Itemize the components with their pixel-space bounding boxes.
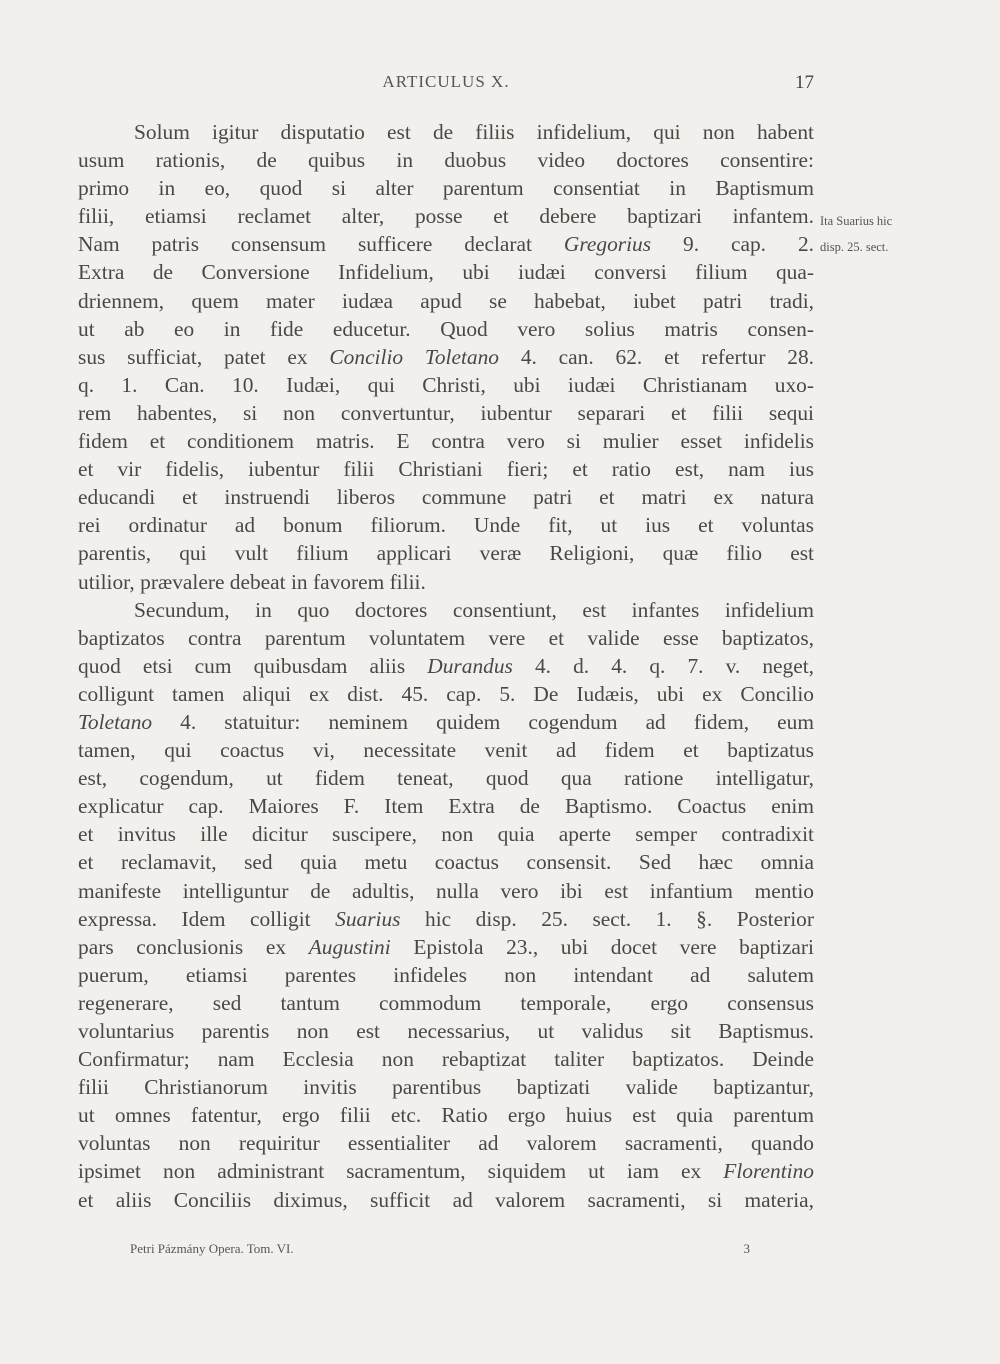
text-line: [78, 905, 814, 933]
text-line: colligunt tamen aliqui ex dist. 45. cap. 5. De Iudæis, ubi ex Concilio: [78, 681, 814, 706]
text-line: voluntas non requiritur essentialiter ad valorem sacramenti, quando: [78, 1131, 814, 1156]
italic-name: Florentino: [723, 1159, 814, 1184]
text-run: quod etsi cum quibusdam aliis: [78, 653, 428, 678]
text-line: et aliis Conciliis diximus, sufficit ad valorem sacramenti, si materia,: [78, 1187, 814, 1212]
text-line: utilior, prævalere debeat in favorem filii.: [78, 569, 426, 594]
text-line: driennem, quem mater iudæa apud se habebat, iubet patri tradi,: [78, 288, 814, 313]
italic-name: Concilio Toletano: [329, 344, 499, 369]
running-head: [78, 72, 814, 100]
text-line: et invitus ille dicitur suscipere, non quia aperte semper contradixit: [78, 822, 814, 847]
italic-name: Toletano: [78, 709, 153, 734]
text-line: rem habentes, si non convertuntur, iubentur separari et filii sequi: [78, 400, 814, 425]
text-line: [78, 933, 814, 961]
text-line: explicatur cap. Maiores F. Item Extra de Baptismo. Coactus enim: [78, 794, 814, 819]
margin-note: Ita Suarius hic: [820, 214, 893, 228]
text-line: parentis, qui vult filium applicari veræ Religioni, quæ filio est: [78, 541, 814, 566]
text-line: [78, 1157, 814, 1185]
italic-name: Augustini: [308, 934, 391, 959]
text-run: 4. d. 4. q. 7. v. neget,: [512, 653, 814, 678]
text-run: 9. cap. 2.: [651, 232, 814, 257]
text-line: puerum, etiamsi parentes infideles non intendant ad salutem: [78, 962, 814, 987]
text-line: Confirmatur; nam Ecclesia non rebaptizat taliter baptizatos. Deinde: [78, 1047, 814, 1072]
text-line: rei ordinatur ad bonum filiorum. Unde fit, ut ius et voluntas: [78, 513, 814, 538]
text-run: hic disp. 25. sect. 1. §. Posterior: [400, 906, 814, 931]
text-run: pars conclusionis ex: [78, 934, 309, 959]
page-number: 17: [795, 72, 814, 93]
text-run: Epistola 23., ubi docet vere baptizari: [390, 934, 814, 959]
text-line: regenerare, sed tantum commodum temporale, ergo consensus: [78, 990, 814, 1015]
text-line: Extra de Conversione Infidelium, ubi iudæi conversi filium qua-: [78, 260, 814, 285]
text-line: q. 1. Can. 10. Iudæi, qui Christi, ubi iudæi Christianam uxo-: [78, 372, 814, 397]
italic-name: Gregorius: [563, 232, 652, 257]
italic-name: Suarius: [335, 906, 401, 931]
text-line: fidem et conditionem matris. E contra vero si mulier esset infidelis: [78, 429, 814, 454]
text-line: tamen, qui coactus vi, necessitate venit ad fidem et baptizatus: [78, 738, 814, 763]
signature-mark: 3: [743, 1241, 750, 1256]
text-line: ut ab eo in fide educetur. Quod vero solius matris consen-: [78, 316, 814, 341]
text-run: 4. can. 62. et refertur 28.: [499, 344, 814, 369]
text-run: ipsimet non administrant sacramentum, siquidem ut iam ex: [78, 1159, 724, 1184]
text-run: Nam patris consensum sufficere declarat: [78, 232, 564, 257]
text-line: Solum igitur disputatio est de filiis infidelium, qui non habent: [134, 120, 814, 144]
footer-signature: Petri Pázmány Opera. Tom. VI.: [130, 1241, 294, 1256]
running-head-title: ARTICULUS X.: [382, 72, 510, 91]
text-line: baptizatos contra parentum voluntatem vere et valide esse baptizatos,: [78, 625, 814, 650]
text-line: et reclamavit, sed quia metu coactus consensit. Sed hæc omnia: [78, 850, 814, 875]
text-line: [78, 652, 814, 680]
text-line: ut omnes fatentur, ergo filii etc. Ratio ergo huius est quia parentum: [78, 1103, 814, 1128]
text-line: [78, 230, 814, 258]
text-line: [78, 343, 814, 371]
text-line: Secundum, in quo doctores consentiunt, est infantes infidelium: [134, 597, 814, 622]
text-run: expressa. Idem colligit: [78, 906, 336, 931]
body-text: [78, 118, 814, 1214]
text-line: voluntarius parentis non est necessarius, ut validus sit Baptismus.: [78, 1019, 814, 1043]
margin-note: disp. 25. sect.: [820, 240, 889, 254]
italic-name: Durandus: [427, 653, 513, 678]
text-line: et vir fidelis, iubentur filii Christiani fieri; et ratio est, nam ius: [78, 457, 814, 482]
text-run: 4. statuitur: neminem quidem cogendum ad fidem, eum: [152, 709, 814, 734]
text-line: filii Christianorum invitis parentibus baptizati valide baptizantur,: [78, 1075, 814, 1100]
text-line: manifeste intelliguntur de adultis, nulla vero ibi est infantium mentio: [78, 878, 814, 903]
page-footer: [130, 1241, 750, 1261]
text-line: est, cogendum, ut fidem teneat, quod qua ratione intelligatur,: [78, 766, 814, 791]
text-line: primo in eo, quod si alter parentum consentiat in Baptismum: [78, 176, 814, 201]
text-line: filii, etiamsi reclamet alter, posse et debere baptizari infantem.: [78, 204, 814, 229]
text-run: sus sufficiat, patet ex: [78, 344, 330, 369]
text-line: [78, 708, 814, 736]
text-line: usum rationis, de quibus in duobus video doctores consentire:: [78, 148, 814, 173]
text-line: educandi et instruendi liberos commune patri et matri ex natura: [78, 485, 814, 510]
